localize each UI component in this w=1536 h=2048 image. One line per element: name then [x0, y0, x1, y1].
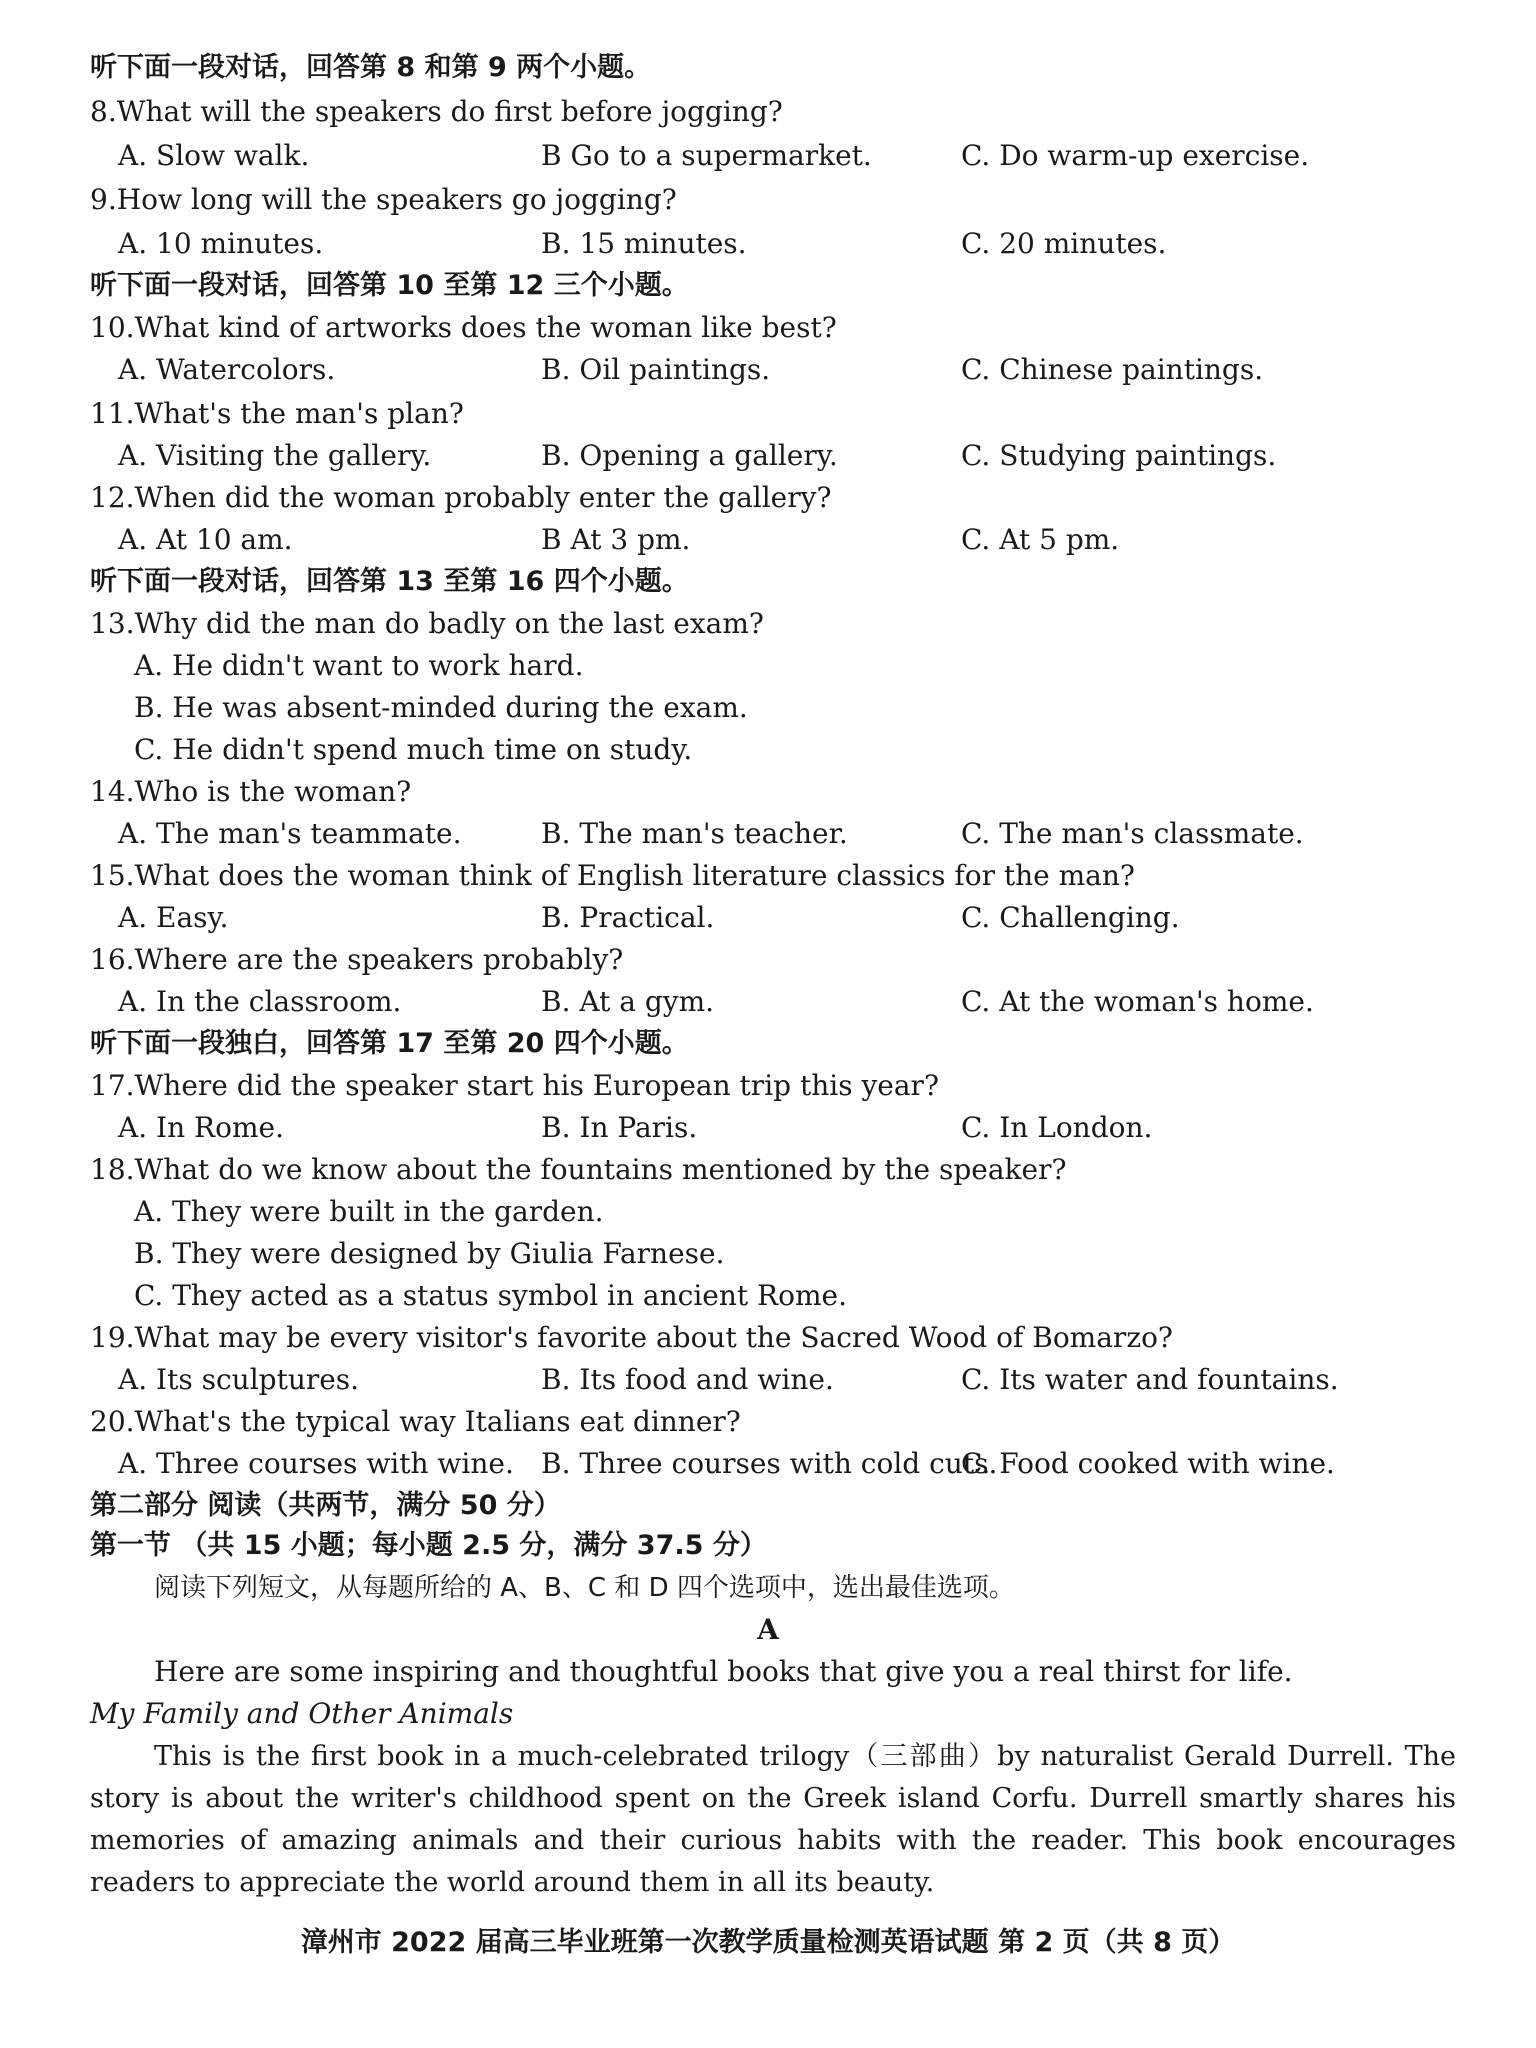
option-c: C. Food cooked with wine. [961, 1447, 1335, 1480]
option-c: C. Do warm-up exercise. [961, 139, 1310, 172]
option-c: C. At the woman's home. [961, 985, 1314, 1018]
option-c: C. Challenging. [961, 901, 1180, 934]
option-a: A. Visiting the gallery. [118, 439, 432, 472]
option-b: B. 15 minutes. [541, 227, 747, 260]
question-17: 17.Where did the speaker start his European trip this year? [90, 1069, 939, 1102]
option-a: A. Easy. [118, 901, 229, 934]
option-b: B. Opening a gallery. [541, 439, 838, 472]
book-description: This is the first book in a much-celebrated trilogy（三部曲）by naturalist Gerald Durrell. The story is about the writer's childhood spent on the Greek island Corfu. Durrell smartly shares his memories of amazing animals and their curious habits with the reader. This book encourages readers to appreciate the world around them in all its beauty. [90, 1741, 1456, 1898]
option-b: B. Three courses with cold cuts. [541, 1447, 998, 1480]
section-heading: 听下面一段对话，回答第 13 至第 16 四个小题。 [90, 566, 689, 597]
option-c: C. The man's classmate. [961, 817, 1304, 850]
part-heading: 第二部分 阅读（共两节，满分 50 分） [90, 1490, 561, 1521]
page-footer: 漳州市 2022 届高三毕业班第一次教学质量检测英语试题 第 2 页（共 8 页） [300, 1927, 1236, 1958]
option-a: A. In Rome. [118, 1111, 284, 1144]
option-c: C. Chinese paintings. [961, 353, 1264, 386]
options-8 [118, 136, 1498, 176]
question-20: 20.What's the typical way Italians eat dinner? [90, 1405, 741, 1438]
option-a: A. Slow walk. [118, 139, 310, 172]
option-b: B. The man's teacher. [541, 817, 848, 850]
option-a: A. At 10 am. [118, 523, 293, 556]
options-19 [118, 1360, 1498, 1400]
options-15 [118, 898, 1498, 938]
option-b: B. They were designed by Giulia Farnese. [134, 1237, 725, 1270]
section-heading: 听下面一段对话，回答第 10 至第 12 三个小题。 [90, 270, 689, 301]
option-c: C. Studying paintings. [961, 439, 1277, 472]
section-heading: 第一节 （共 15 小题；每小题 2.5 分，满分 37.5 分） [90, 1530, 767, 1561]
options-16 [118, 982, 1498, 1022]
book-title: My Family and Other Animals [90, 1697, 514, 1730]
options-20 [118, 1444, 1498, 1484]
option-b: B. Practical. [541, 901, 715, 934]
option-b: B. At a gym. [541, 985, 715, 1018]
option-b: B. In Paris. [541, 1111, 698, 1144]
section-heading: 听下面一段对话，回答第 8 和第 9 两个小题。 [90, 52, 652, 83]
question-9: 9.How long will the speakers go jogging? [90, 183, 677, 216]
option-b: B. Oil paintings. [541, 353, 771, 386]
option-b: B. He was absent-minded during the exam. [134, 691, 748, 724]
option-c: C. He didn't spend much time on study. [134, 733, 693, 766]
option-a: A. Three courses with wine. [118, 1447, 514, 1480]
option-b: B At 3 pm. [541, 523, 691, 556]
option-a: A. He didn't want to work hard. [134, 649, 584, 682]
question-11: 11.What's the man's plan? [90, 397, 464, 430]
options-17 [118, 1108, 1498, 1148]
options-10 [118, 350, 1498, 390]
option-c: C. At 5 pm. [961, 523, 1120, 556]
question-18: 18.What do we know about the fountains mentioned by the speaker? [90, 1153, 1067, 1186]
option-a: A. They were built in the garden. [134, 1195, 604, 1228]
options-14 [118, 814, 1498, 854]
question-15: 15.What does the woman think of English literature classics for the man? [90, 859, 1135, 892]
question-12: 12.When did the woman probably enter the gallery? [90, 481, 832, 514]
option-a: A. Its sculptures. [118, 1363, 360, 1396]
option-a: A. The man's teammate. [118, 817, 462, 850]
option-c: C. Its water and fountains. [961, 1363, 1339, 1396]
passage-label: A [757, 1613, 779, 1646]
option-c: C. They acted as a status symbol in ancient Rome. [134, 1279, 848, 1312]
options-11 [118, 436, 1498, 476]
options-12 [118, 520, 1498, 560]
options-9 [118, 224, 1498, 264]
option-b: B Go to a supermarket. [541, 139, 872, 172]
question-14: 14.Who is the woman? [90, 775, 412, 808]
question-19: 19.What may be every visitor's favorite about the Sacred Wood of Bomarzo? [90, 1321, 1173, 1354]
question-13: 13.Why did the man do badly on the last exam? [90, 607, 764, 640]
option-a: A. 10 minutes. [118, 227, 324, 260]
question-16: 16.Where are the speakers probably? [90, 943, 624, 976]
option-a: A. Watercolors. [118, 353, 336, 386]
option-c: C. In London. [961, 1111, 1153, 1144]
option-c: C. 20 minutes. [961, 227, 1167, 260]
question-8: 8.What will the speakers do first before jogging? [90, 95, 783, 128]
instruction: 阅读下列短文，从每题所给的 A、B、C 和 D 四个选项中，选出最佳选项。 [154, 1573, 1015, 1603]
passage-intro: Here are some inspiring and thoughtful books that give you a real thirst for life. [154, 1655, 1293, 1688]
option-a: A. In the classroom. [118, 985, 402, 1018]
section-heading: 听下面一段独白，回答第 17 至第 20 四个小题。 [90, 1028, 689, 1059]
question-10: 10.What kind of artworks does the woman like best? [90, 311, 837, 344]
option-b: B. Its food and wine. [541, 1363, 834, 1396]
